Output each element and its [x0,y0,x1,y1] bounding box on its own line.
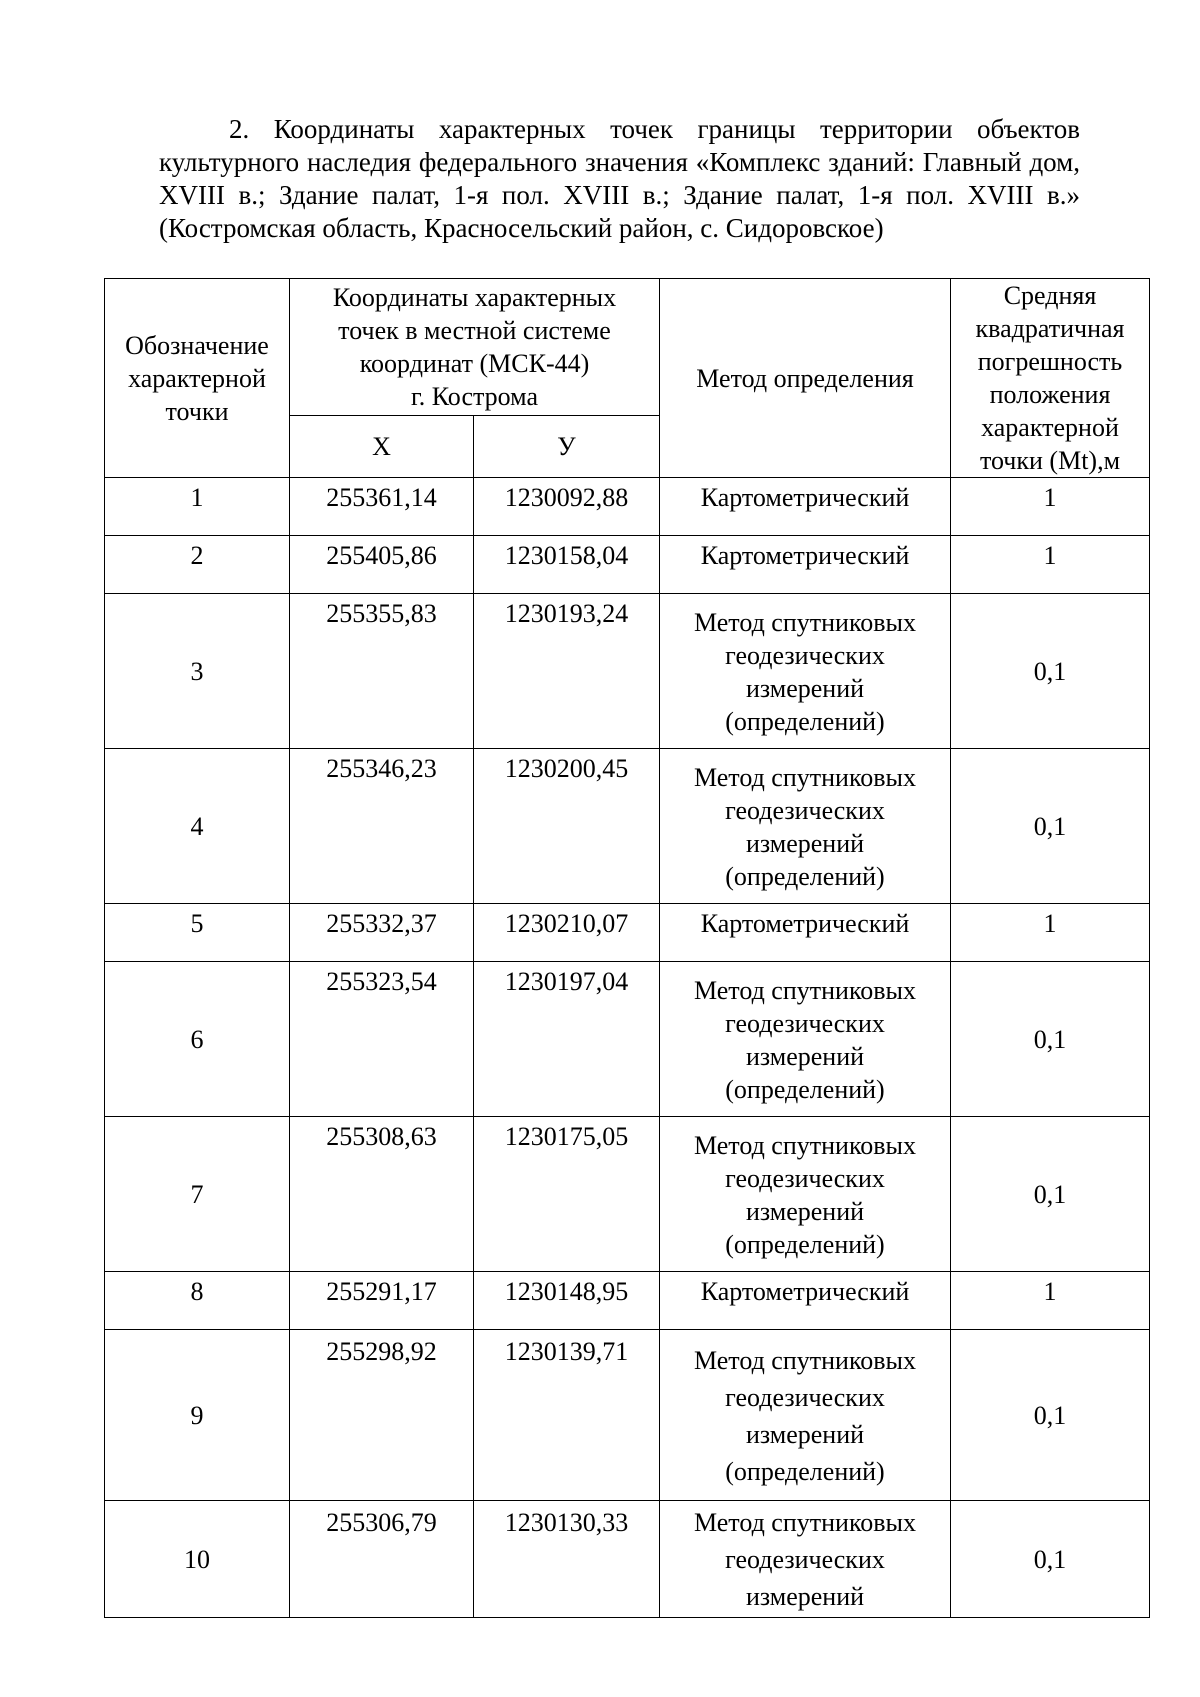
method-line: Картометрический [700,483,910,512]
header-line: точки [165,396,229,426]
method-line: измерений [745,828,865,858]
method-line: геодезических [725,1008,885,1038]
method-line: измерений [745,1196,865,1226]
header-point-designation [105,279,290,478]
method-cell [660,1272,951,1330]
table-row [105,478,1150,536]
point-number-cell: 2 [105,536,290,594]
header-line: Средняя [1003,281,1097,310]
method-cell [660,749,951,904]
method-cell [660,478,951,536]
point-number-cell: 4 [105,749,290,904]
method-cell [660,1501,951,1618]
method-line: измерений [745,1041,865,1071]
x-coordinate-cell: 255298,92 [290,1330,474,1501]
header-line: квадратичная [975,314,1125,343]
y-coordinate-cell: 1230092,88 [474,478,660,536]
x-coordinate-cell: 255361,14 [290,478,474,536]
method-line: Метод спутниковых [693,1130,916,1160]
method-line: геодезических [725,640,885,670]
y-coordinate-cell: 1230193,24 [474,594,660,749]
method-line: измерений [745,673,865,703]
mt-error-cell: 0,1 [951,962,1150,1117]
header-line: характерной [128,363,266,393]
method-line: Картометрический [700,1277,910,1306]
method-line: (определений) [725,706,885,736]
header-line: г. Кострома [411,382,538,412]
mt-error-cell: 1 [951,904,1150,962]
mt-error-cell: 1 [951,478,1150,536]
mt-error-cell: 0,1 [951,1330,1150,1501]
mt-error-cell: 0,1 [951,1117,1150,1272]
header-x: X [290,416,474,478]
table-row [105,1330,1150,1501]
coordinates-table [104,278,1150,1618]
point-number-cell: 3 [105,594,290,749]
table-row [105,904,1150,962]
mt-error-cell: 1 [951,536,1150,594]
header-line: координат (МСК-44) [359,349,590,379]
table-body [105,478,1150,1618]
y-coordinate-cell: 1230197,04 [474,962,660,1117]
method-line: (определений) [725,861,885,891]
x-coordinate-cell: 255306,79 [290,1501,474,1618]
x-coordinate-cell: 255308,63 [290,1117,474,1272]
method-line: Метод спутниковых [693,1345,916,1375]
header-line: точек в местной системе [338,316,611,346]
x-coordinate-cell: 255405,86 [290,536,474,594]
header-y: У [474,416,660,478]
table-row [105,1501,1150,1618]
x-coordinate-cell: 255355,83 [290,594,474,749]
header-mean-square-error [951,279,1150,478]
method-line: измерений [745,1582,865,1611]
y-coordinate-cell: 1230139,71 [474,1330,660,1501]
point-number-cell: 10 [105,1501,290,1618]
table-row [105,1117,1150,1272]
y-coordinate-cell: 1230130,33 [474,1501,660,1618]
section-heading: 2. Координаты характерных точек границы территории объектов культурного наследия федерального значения «Комплекс зданий: Главный дом, XVIII в.; Здание палат, 1-я пол. XVIII в.; Здание палат, 1-я пол. XVIII в.» (Костромская область, Красносельский район, с. Сидоровское) [159,114,1080,243]
method-cell [660,1330,951,1501]
header-line: точки (Mt),м [979,446,1121,475]
method-line: Картометрический [700,541,910,570]
method-line: (определений) [725,1456,885,1486]
point-number-cell: 5 [105,904,290,962]
table-row [105,749,1150,904]
method-cell [660,536,951,594]
header-line: погрешность [977,347,1123,376]
method-line: геодезических [725,1545,885,1574]
header-line: Координаты характерных [332,283,617,313]
x-coordinate-cell: 255346,23 [290,749,474,904]
point-number-cell: 6 [105,962,290,1117]
point-number-cell: 9 [105,1330,290,1501]
method-line: геодезических [725,1163,885,1193]
header-line: Обозначение [125,330,269,360]
point-number-cell: 1 [105,478,290,536]
x-coordinate-cell: 255291,17 [290,1272,474,1330]
mt-error-cell: 0,1 [951,1501,1150,1618]
method-line: геодезических [725,795,885,825]
method-cell [660,594,951,749]
y-coordinate-cell: 1230200,45 [474,749,660,904]
point-number-cell: 8 [105,1272,290,1330]
y-coordinate-cell: 1230175,05 [474,1117,660,1272]
table-row [105,1272,1150,1330]
table-row [105,594,1150,749]
header-coordinates [290,279,660,416]
method-line: Картометрический [700,909,910,938]
x-coordinate-cell: 255332,37 [290,904,474,962]
y-coordinate-cell: 1230148,95 [474,1272,660,1330]
header-line: положения [989,380,1111,409]
header-method: Метод определения [660,279,951,478]
method-line: геодезических [725,1382,885,1412]
method-cell [660,962,951,1117]
method-line: (определений) [725,1074,885,1104]
mt-error-cell: 0,1 [951,594,1150,749]
mt-error-cell: 0,1 [951,749,1150,904]
method-cell [660,904,951,962]
method-line: Метод спутниковых [693,762,916,792]
point-number-cell: 7 [105,1117,290,1272]
table-row [105,536,1150,594]
y-coordinate-cell: 1230158,04 [474,536,660,594]
method-line: (определений) [725,1229,885,1259]
method-line: Метод спутниковых [693,607,916,637]
method-line: измерений [745,1419,865,1449]
x-coordinate-cell: 255323,54 [290,962,474,1117]
method-cell [660,1117,951,1272]
header-line: характерной [981,413,1119,442]
table-row [105,962,1150,1117]
method-line: Метод спутниковых [693,1508,916,1537]
method-line: Метод спутниковых [693,975,916,1005]
y-coordinate-cell: 1230210,07 [474,904,660,962]
mt-error-cell: 1 [951,1272,1150,1330]
